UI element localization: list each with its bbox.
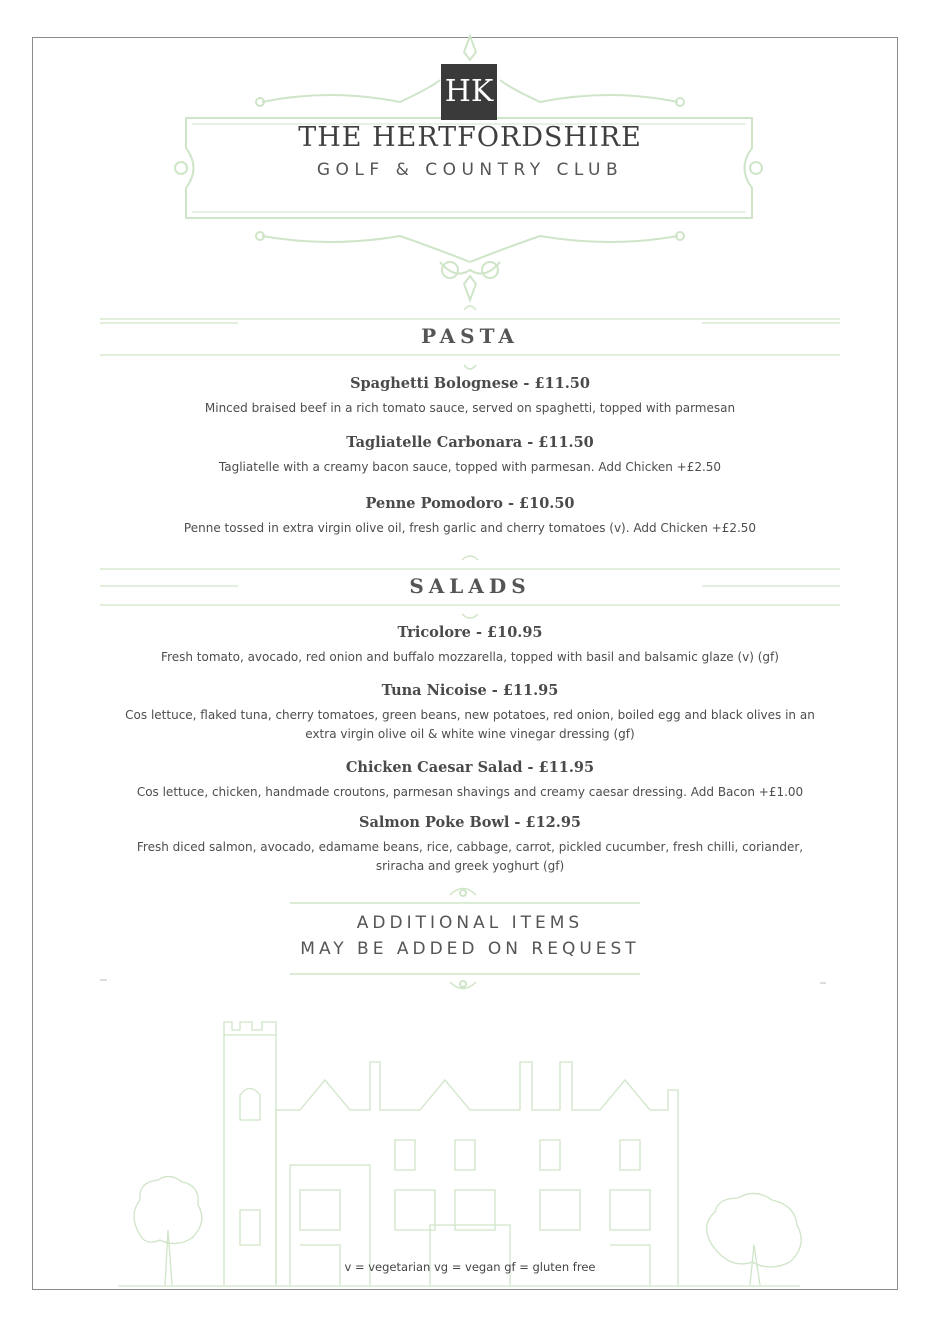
menu-item-title: Spaghetti Bolognese - £11.50 bbox=[350, 375, 590, 392]
clubhouse-illustration bbox=[118, 1022, 800, 1286]
additional-items-line2: MAY BE ADDED ON REQUEST bbox=[300, 939, 640, 959]
club-logo-monogram: HK bbox=[444, 74, 494, 109]
club-name-line1: THE HERTFORDSHIRE bbox=[298, 122, 642, 153]
dietary-legend: v = vegetarian vg = vegan gf = gluten free bbox=[344, 1260, 596, 1274]
menu-item-title: Chicken Caesar Salad - £11.95 bbox=[345, 759, 595, 776]
menu-item-description: Minced braised beef in a rich tomato sauce, served on spaghetti, topped with parmesan bbox=[204, 401, 736, 415]
menu-item-description: Fresh tomato, avocado, red onion and buffalo mozzarella, topped with basil and balsamic glaze (v) (gf) bbox=[161, 650, 779, 664]
menu-item-title: Salmon Poke Bowl - £12.95 bbox=[358, 814, 581, 831]
menu-item-description: Penne tossed in extra virgin olive oil, fresh garlic and cherry tomatoes (v). Add Chicken +£2.50 bbox=[183, 521, 757, 535]
menu-item-title: Tricolore - £10.95 bbox=[397, 624, 543, 641]
menu-item-description-line1: Fresh diced salmon, avocado, edamame beans, rice, cabbage, carrot, pickled cucumber, fresh chilli, coriander, bbox=[136, 840, 804, 854]
menu-item-description-line2: extra virgin olive oil & white wine vinegar dressing (gf) bbox=[305, 727, 635, 741]
menu-item-description-line2: sriracha and greek yoghurt (gf) bbox=[375, 859, 565, 873]
menu-item-title: Tuna Nicoise - £11.95 bbox=[381, 682, 559, 699]
menu-item-description-line1: Cos lettuce, flaked tuna, cherry tomatoes, green beans, new potatoes, red onion, boiled egg and black olives in an bbox=[125, 708, 815, 722]
menu-item-description: Tagliatelle with a creamy bacon sauce, topped with parmesan. Add Chicken +£2.50 bbox=[218, 460, 722, 474]
menu-item-title: Tagliatelle Carbonara - £11.50 bbox=[346, 434, 594, 451]
club-name-line2: GOLF & COUNTRY CLUB bbox=[316, 160, 624, 180]
menu-item-description: Cos lettuce, chicken, handmade croutons, parmesan shavings and creamy caesar dressing. Add Bacon +£1.00 bbox=[136, 785, 804, 799]
section-title-pasta: PASTA bbox=[421, 324, 519, 348]
menu-item-title: Penne Pomodoro - £10.50 bbox=[365, 495, 575, 512]
section-title-salads: SALADS bbox=[409, 574, 531, 598]
additional-items-line1: ADDITIONAL ITEMS bbox=[356, 913, 584, 933]
